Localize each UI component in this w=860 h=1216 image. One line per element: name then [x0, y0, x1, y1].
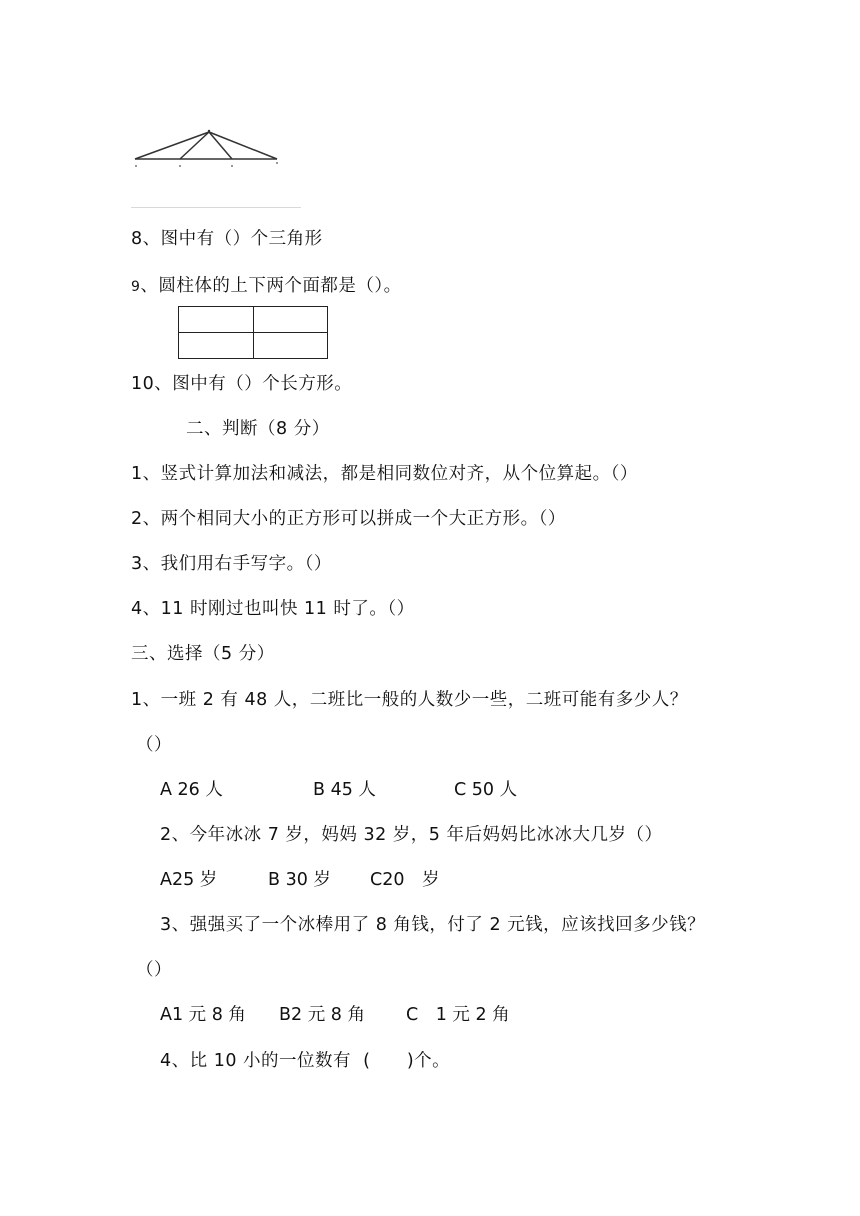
judge-item-4: 4、11 时刚过也叫快 11 时了。（） — [131, 599, 415, 619]
choice-3-question: 3、强强买了一个冰棒用了 8 角钱，付了 2 元钱，应该找回多少钱？ — [160, 915, 706, 935]
judge-item-1: 1、竖式计算加法和减法，都是相同数位对齐，从个位算起。（） — [131, 464, 638, 484]
choice-1-option-b: B 45 人 — [313, 780, 376, 800]
judge-item-3: 3、我们用右手写字。（） — [131, 554, 332, 574]
choice-3-option-a: A1 元 8 角 — [160, 1005, 246, 1025]
choice-1-option-a: A 26 人 — [160, 780, 223, 800]
choice-1-question: 1、一班 2 有 48 人，二班比一般的人数少一些，二班可能有多少人？ — [131, 690, 688, 710]
divider — [131, 207, 301, 208]
choice-3-option-b: B2 元 8 角 — [279, 1005, 365, 1025]
question-9-number: 9 — [131, 279, 141, 295]
judge-item-2: 2、两个相同大小的正方形可以拼成一个大正方形。（） — [131, 509, 566, 529]
question-8 — [131, 227, 323, 251]
choice-3-option-c: C 1 元 2 角 — [406, 1005, 510, 1025]
question-9-text: 、圆柱体的上下两个面都是（）。 — [140, 276, 402, 296]
section-3-heading: 三、选择（5 分） — [131, 644, 275, 664]
choice-1-option-c: C 50 人 — [454, 780, 518, 800]
question-8-number: 8 — [131, 229, 143, 249]
choice-2-option-c: C20 岁 — [370, 870, 440, 890]
question-10: 10、图中有（）个长方形。 — [131, 374, 353, 394]
choice-3-paren: （） — [136, 960, 172, 980]
choice-2-question: 2、今年冰冰 7 岁，妈妈 32 岁，5 年后妈妈比冰冰大几岁（） — [160, 825, 663, 845]
rectangle-grid-figure — [178, 306, 328, 359]
question-8-text: 、图中有（）个三角形 — [142, 229, 323, 249]
section-2-heading: 二、判断（8 分） — [186, 419, 330, 439]
triangle-figure — [130, 126, 290, 171]
choice-2-option-a: A25 岁 — [160, 870, 218, 890]
choice-4-question: 4、比 10 小的一位数有 ( )个。 — [160, 1051, 451, 1071]
question-9 — [131, 274, 402, 299]
choice-1-paren: （） — [136, 735, 172, 755]
choice-2-option-b: B 30 岁 — [268, 870, 331, 890]
